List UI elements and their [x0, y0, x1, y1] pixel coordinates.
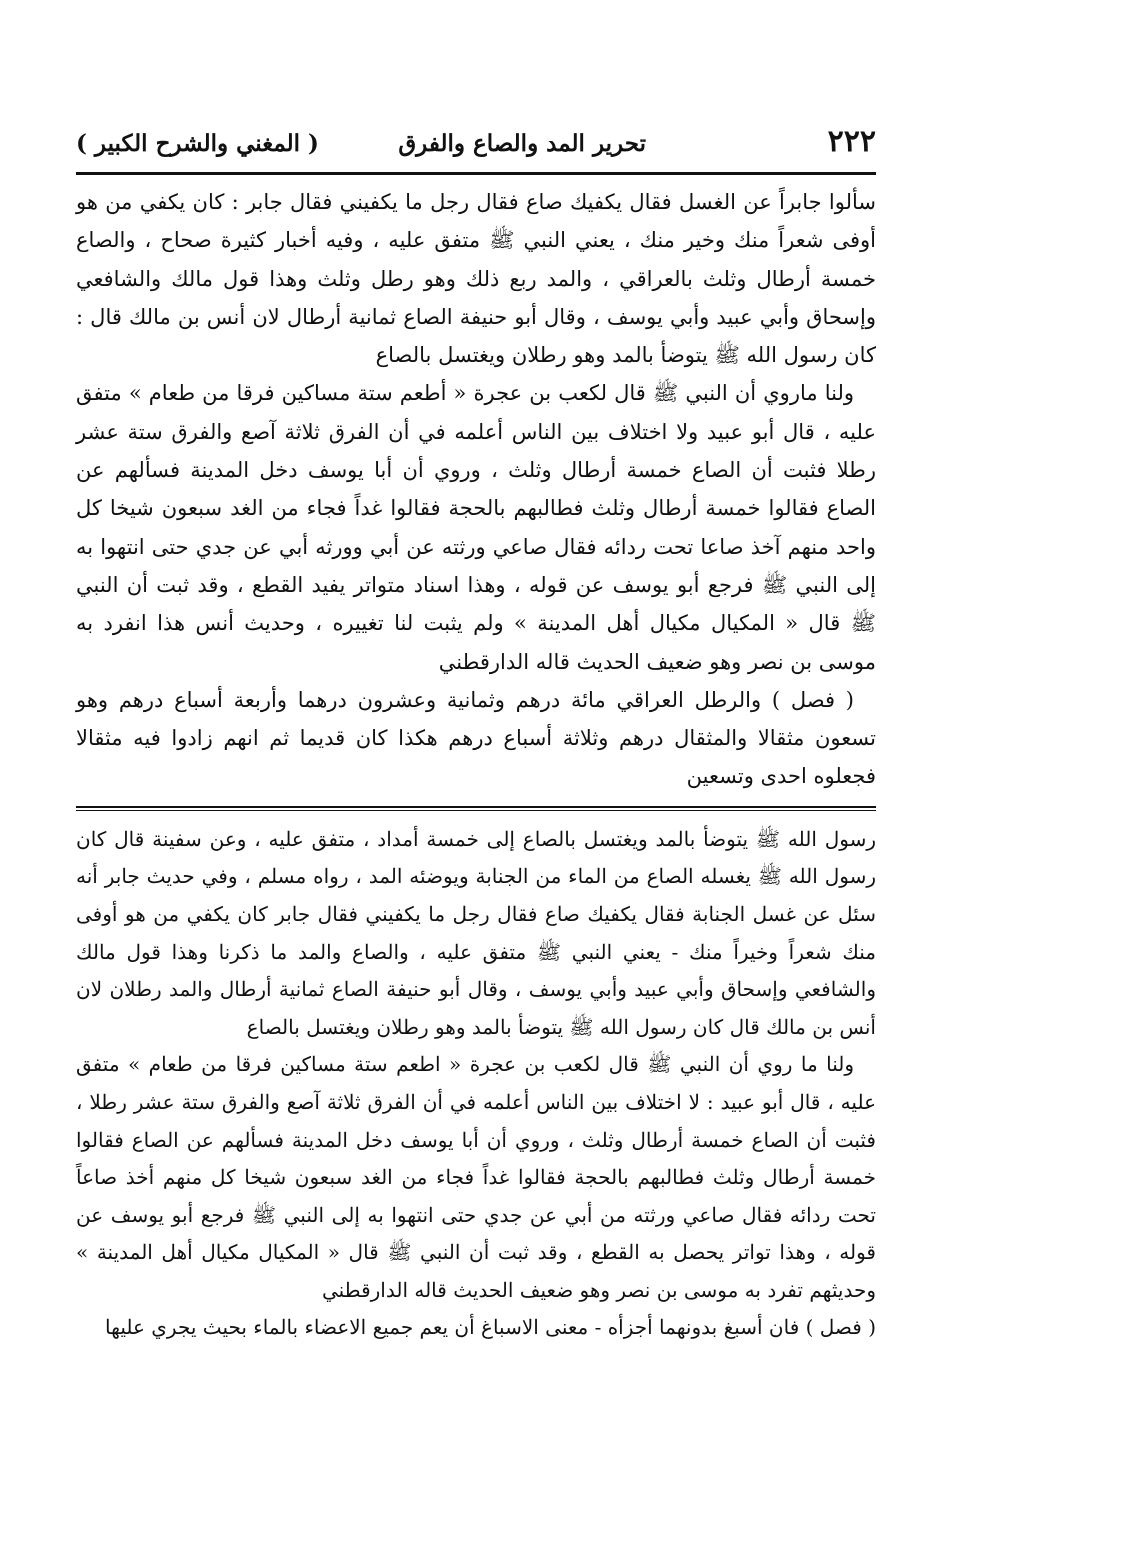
commentary-paragraph: ( فصل ) فان أسبغ بدونهما أجزأه - معنى الاسباغ أن يعم جميع الاعضاء بالماء بحيث يجري عليها: [105, 1315, 876, 1340]
main-paragraph: ( فصل ) والرطل العراقي مائة درهم وثمانية وعشرون درهما وأربعة أسباع درهم وهو تسعون مثقالا والمثقال درهم وثلاثة أسباع درهم هكذا كان قديما ثم انهم زادوا فيه مثقالا فجعلوه احدى وتسعين: [76, 687, 876, 789]
commentary-paragraph: ولنا ما روي أن النبي ﷺ قال لكعب بن عجرة « اطعم ستة مساكين فرقا من طعام » متفق عليه ، قال أبو عبيد : لا اختلاف بين الناس أعلمه في أن الفرق ثلاثة آصع والفرق ستة عشر رطلا ، فثبت أن الصاع خمسة أرطال وثلث ، وروي أن أبا يوسف دخل المدينة فسألهم عن الصاع فقالوا خمسة أرطال وثلث فطالبهم بالحجة فقالوا غداً فجاء من الغد سبعون شيخا كل منهم أخذ صاعاً تحت ردائه فقال صاعي ورثته من أبي عن جدي حتى انتهوا به إلى النبي ﷺ فرجع أبو يوسف عن قوله ، وهذا تواتر يحصل به القطع ، وقد ثبت أن النبي ﷺ قال « المكيال مكيال أهل المدينة » وحديثهم تفرد به موسى بن نصر وهو ضعيف الحديث قاله الدارقطني: [76, 1052, 876, 1302]
chapter-title: تحرير المد والصاع والفرق: [398, 130, 646, 157]
page-number: ٢٢٢: [827, 124, 876, 159]
main-paragraph: سألوا جابراً عن الغسل فقال يكفيك صاع فقال رجل ما يكفيني فقال جابر : كان يكفي من هو أوفى شعراً منك وخير منك ، يعني النبي ﷺ متفق عليه ، وفيه أخبار كثيرة صحاح ، والصاع خمسة أرطال وثلث بالعراقي ، والمد ربع ذلك وهو رطل وثلث وهذا قول مالك والشافعي وإسحاق وأبي عبيد وأبي يوسف ، وقال أبو حنيفة الصاع ثمانية أرطال لان أنس بن مالك قال : كان رسول الله ﷺ يتوضأ بالمد وهو رطلان ويغتسل بالصاع: [76, 190, 876, 368]
book-title: ( المغني والشرح الكبير ): [76, 130, 319, 157]
page-header: [76, 122, 876, 175]
commentary-text: [76, 821, 876, 1347]
main-paragraph: ولنا ماروي أن النبي ﷺ قال لكعب بن عجرة « أطعم ستة مساكين فرقا من طعام » متفق عليه ، قال أبو عبيد ولا اختلاف بين الناس أعلمه في أن الفرق ثلاثة آصع والفرق ستة عشر رطلا فثبت أن الصاع خمسة أرطال وثلث ، وروي أن أبا يوسف دخل المدينة فسألهم عن الصاع فقالوا خمسة أرطال وثلث فطالبهم بالحجة فقالوا غداً فجاء من الغد سبعون شيخا كل واحد منهم آخذ صاعا تحت ردائه فقال صاعي ورثته عن أبي وورثه أبي عن جدي حتى انتهوا به إلى النبي ﷺ فرجع أبو يوسف عن قوله ، وهذا اسناد متواتر يفيد القطع ، وقد ثبت أن النبي ﷺ قال « المكيال مكيال أهل المدينة » ولم يثبت لنا تغييره ، وحديث أنس هذا انفرد به موسى بن نصر وهو ضعيف الحديث قاله الدارقطني: [76, 381, 876, 674]
main-text: [76, 183, 876, 796]
section-divider: [76, 806, 876, 811]
commentary-paragraph: رسول الله ﷺ يتوضأ بالمد ويغتسل بالصاع إلى خمسة أمداد ، متفق عليه ، وعن سفينة قال كان رسول الله ﷺ يغسله الصاع من الماء من الجنابة ويوضئه المد ، رواه مسلم ، وفي حديث جابر أنه سئل عن غسل الجنابة فقال يكفيك صاع فقال رجل ما يكفيني فقال جابر كان يكفي من هو أوفى منك شعراً وخيراً منك - يعني النبي ﷺ متفق عليه ، والصاع والمد ما ذكرنا وهذا قول مالك والشافعي وإسحاق وأبي عبيد وأبي يوسف ، وقال أبو حنيفة الصاع ثمانية أرطال والمد رطلان لان أنس بن مالك قال كان رسول الله ﷺ يتوضأ بالمد وهو رطلان ويغتسل بالصاع: [76, 826, 877, 1039]
book-page: [76, 122, 876, 1347]
